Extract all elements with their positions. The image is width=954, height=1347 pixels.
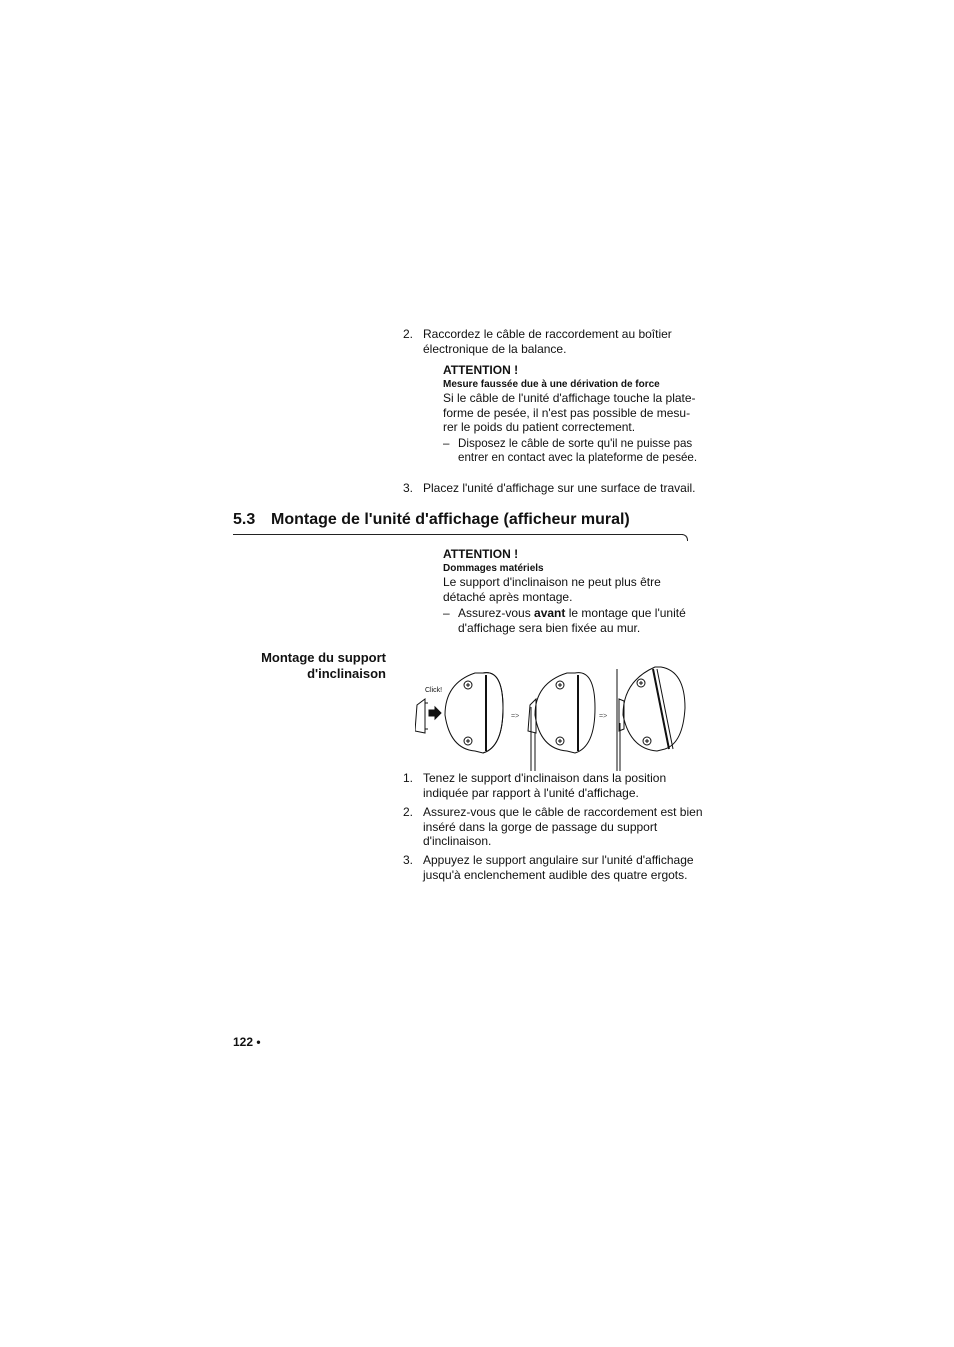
dash-marker: – bbox=[443, 606, 450, 620]
section-title: Montage de l'unité d'affichage (afficheur mural) bbox=[271, 511, 630, 528]
step-text: Tenez le support d'inclinaison dans la position indiquée par rapport à l'unité d'affichage. bbox=[423, 771, 667, 800]
arrow-label: => bbox=[599, 713, 608, 720]
step-number: 2. bbox=[403, 327, 414, 341]
mounting-illustration bbox=[415, 663, 690, 771]
attention-label: ATTENTION ! bbox=[443, 547, 519, 561]
attention-subtitle: Dommages matériels bbox=[443, 563, 544, 574]
list-item bbox=[403, 771, 703, 800]
list-item bbox=[403, 481, 703, 496]
step-text: Placez l'unité d'affichage sur une surface de travail. bbox=[423, 481, 696, 495]
section-rule-end bbox=[681, 534, 688, 541]
attention-label: ATTENTION ! bbox=[443, 363, 519, 377]
step-number: 1. bbox=[403, 771, 414, 785]
stage-1-drawing bbox=[415, 673, 503, 753]
arrow-label: => bbox=[511, 713, 520, 720]
attention-bullet bbox=[443, 437, 703, 466]
stage-2-drawing bbox=[528, 673, 595, 771]
step-text: Appuyez le support angulaire sur l'unité d'affichage jusqu'à enclenchement audible des quatre ergots. bbox=[423, 853, 694, 882]
list-item bbox=[403, 327, 703, 356]
click-label: Click! bbox=[425, 687, 443, 694]
bullet-text-start: Assurez-vous bbox=[458, 606, 535, 620]
list-item bbox=[403, 853, 703, 882]
dash-marker: – bbox=[443, 436, 450, 450]
section-rule bbox=[233, 534, 683, 535]
attention-notice-measurement bbox=[443, 363, 703, 466]
attention-bullet bbox=[443, 606, 703, 635]
page-number: 122 • bbox=[233, 1035, 261, 1049]
attention-notice-damage bbox=[443, 547, 703, 635]
subsection-heading: Montage du support d'inclinaison bbox=[261, 650, 386, 681]
stage-3-drawing bbox=[617, 667, 685, 771]
attention-subtitle: Mesure faussée due à une dérivation de force bbox=[443, 379, 660, 390]
step-number: 2. bbox=[403, 805, 414, 819]
attention-text: Le support d'inclinaison ne peut plus être détaché après montage. bbox=[443, 575, 661, 604]
section-number: 5.3 bbox=[233, 511, 256, 528]
bullet-emphasis: avant bbox=[534, 606, 566, 620]
step-text: Raccordez le câble de raccordement au boîtier électronique de la balance. bbox=[423, 327, 672, 356]
step-text: Assurez-vous que le câble de raccordement est bien inséré dans la gorge de passage du support d'inclinaison. bbox=[423, 805, 703, 848]
step-number: 3. bbox=[403, 481, 414, 495]
bullet-text-end: le montage que l'unité d'affichage sera bien fixée au mur. bbox=[458, 606, 686, 635]
list-item bbox=[403, 805, 703, 849]
attention-text: Si le câble de l'unité d'affichage touche la plate-forme de pesée, il n'est pas possible de mesu-rer le poids du patient correctement. bbox=[443, 391, 696, 434]
attention-bullet-text: Disposez le câble de sorte qu'il ne puisse pas entrer en contact avec la plateforme de pesée. bbox=[458, 436, 698, 464]
section-heading bbox=[233, 509, 630, 531]
step-number: 3. bbox=[403, 853, 414, 867]
attention-bullet-text bbox=[458, 606, 686, 635]
